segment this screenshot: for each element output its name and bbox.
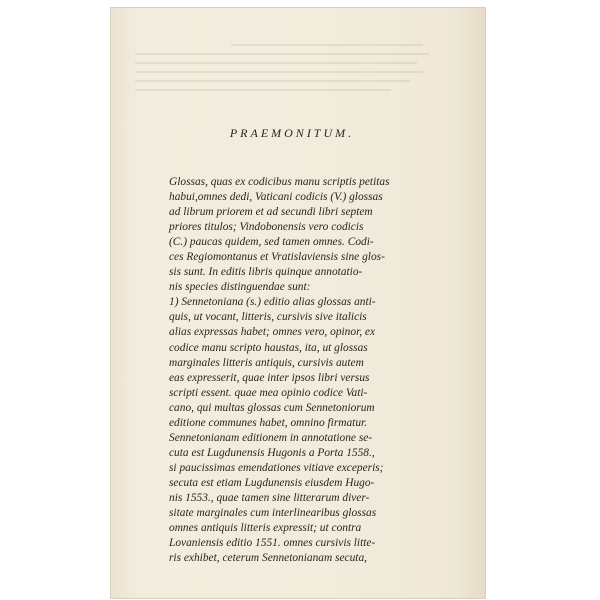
text-line: ad librum priorem et ad secundi libri septem xyxy=(169,206,373,219)
text-line: habui,omnes dedi, Vaticani codicis (V.) glossas xyxy=(169,191,383,204)
text-line: 1) Sennetoniana (s.) editio alias glossas anti- xyxy=(169,296,376,309)
text-line: marginales litteris antiquis, cursivis autem xyxy=(169,356,364,369)
text-line: nis 1553., quae tamen sine litterarum diver- xyxy=(169,491,370,504)
text-line: cuta est Lugdunensis Hugonis a Porta 1558., xyxy=(169,446,375,459)
text-line: cano, qui multas glossas cum Sennetoniorum xyxy=(169,401,375,414)
show-through-text xyxy=(135,44,455,124)
page-heading: PRAEMONITUM. xyxy=(229,126,355,140)
text-line: ris exhibet, ceterum Sennetonianam secuta, xyxy=(169,552,368,565)
text-line: editione communes habet, omnino firmatur. xyxy=(169,416,368,429)
text-line: omnes antiquis litteris expressit; ut contra xyxy=(169,522,362,535)
text-line: sis sunt. In editis libris quinque annotatio- xyxy=(169,266,363,279)
text-line: quis, ut vocant, litteris, cursivis sive italicis xyxy=(169,311,367,324)
text-line: (C.) paucas quidem, sed tamen omnes. Codi- xyxy=(169,236,374,249)
text-line: Sennetonianam editionem in annotatione se- xyxy=(169,431,373,444)
text-line: codice manu scripto haustas, ita, ut glossas xyxy=(169,341,368,354)
text-line: eas expresserit, quae inter ipsos libri versus xyxy=(169,371,370,384)
text-line: si paucissimas emendationes vitiave exceperis; xyxy=(169,461,384,474)
body-text xyxy=(169,175,469,566)
text-line: alias expressas habet; omnes vero, opinor, ex xyxy=(169,326,376,339)
text-line: sitate marginales cum interlinearibus glossas xyxy=(169,507,377,520)
text-line: Lovaniensis editio 1551. omnes cursivis litte- xyxy=(169,537,376,550)
text-line: scripti essent. quae mea opinio codice Vati- xyxy=(169,386,368,399)
text-line: nis species distinguendae sunt: xyxy=(169,281,311,294)
text-line: Glossas, quas ex codicibus manu scriptis petitas xyxy=(169,176,390,188)
book-page xyxy=(111,8,485,598)
text-line: secuta est etiam Lugdunensis eiusdem Hugo- xyxy=(169,476,375,489)
text-line: priores titulos; Vindobonensis vero codicis xyxy=(169,221,364,234)
text-line: ces Regiomontanus et Vratislaviensis sine glos- xyxy=(169,251,385,264)
